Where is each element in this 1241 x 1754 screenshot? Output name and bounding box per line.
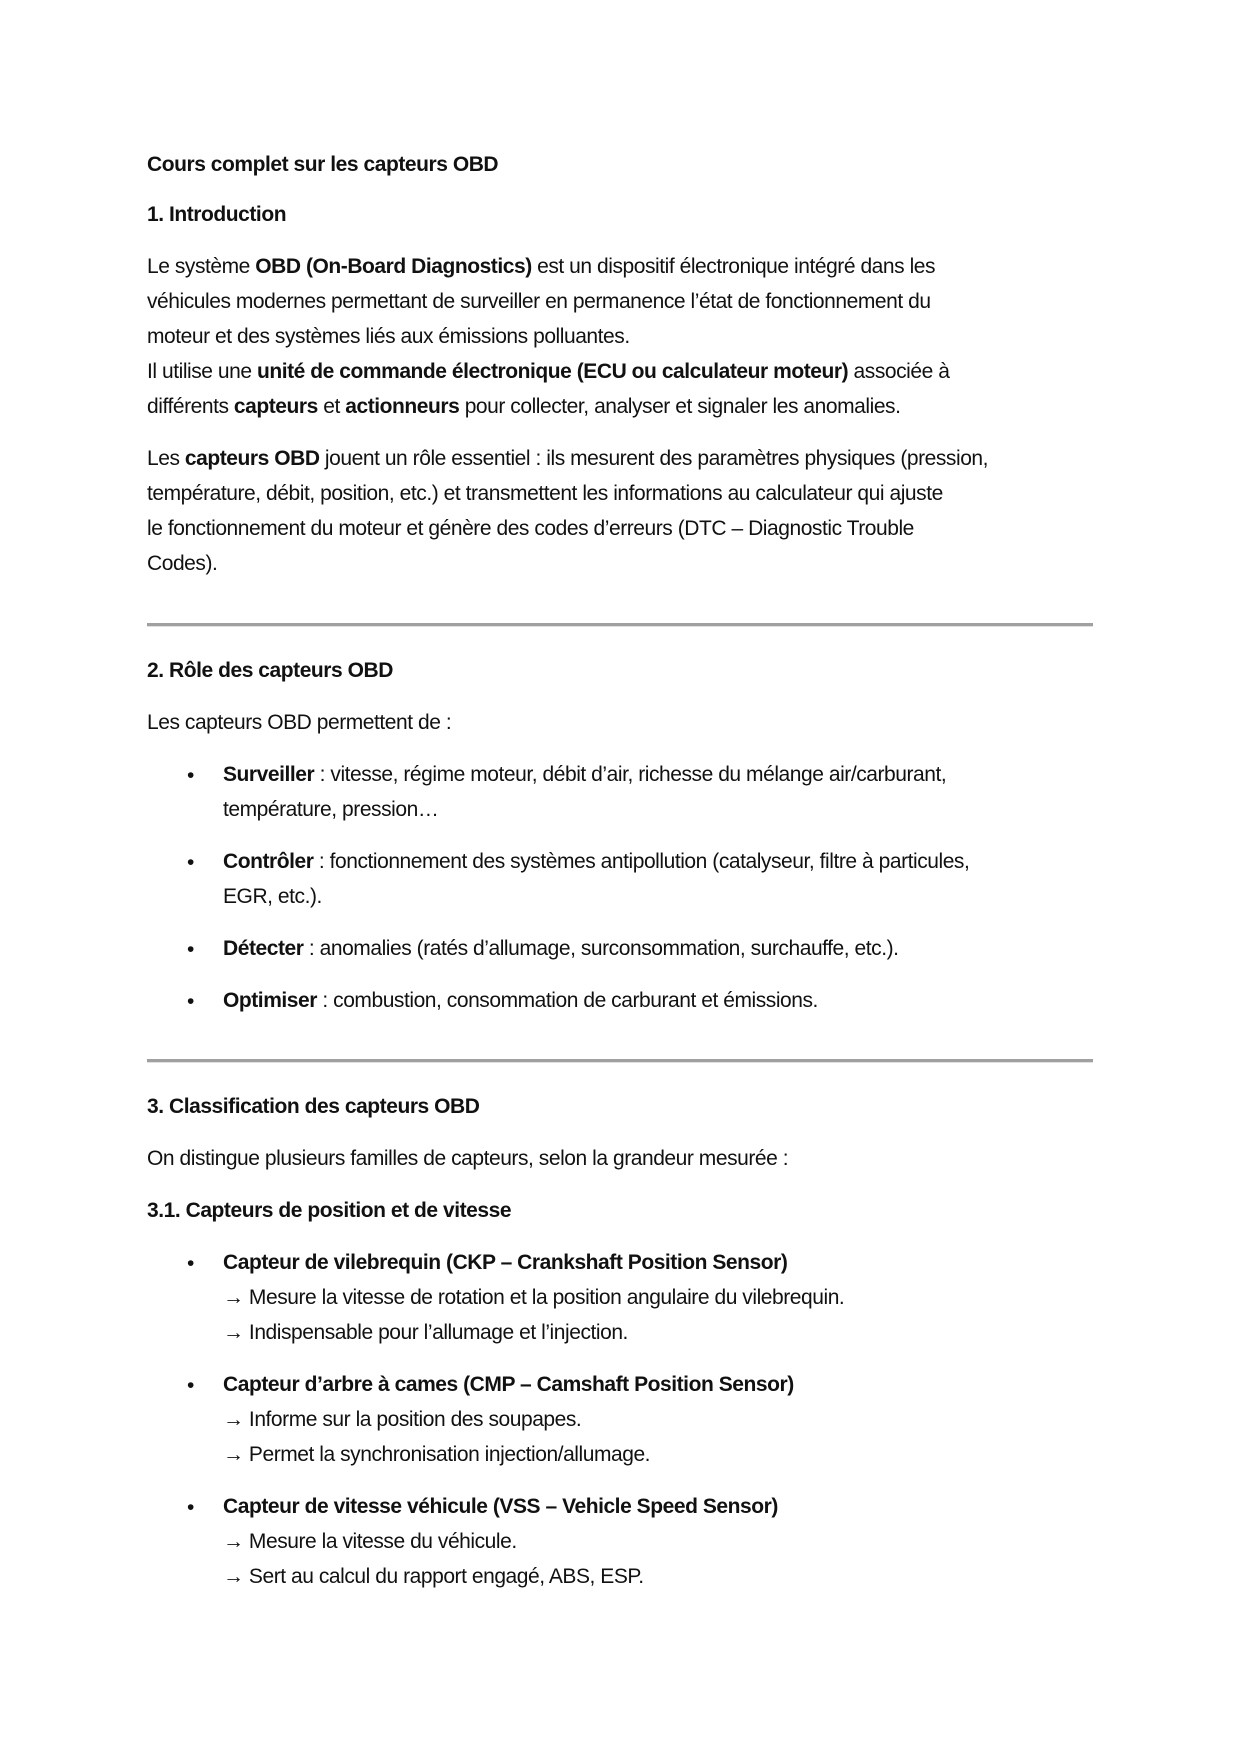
intro-paragraph-line: Le système OBD (On-Board Diagnostics) est un dispositif électronique intégré dans les: [147, 255, 936, 278]
sensor-item-title: Capteur d’arbre à cames (CMP – Camshaft Position Sensor): [223, 1373, 794, 1396]
section-2-intro: Les capteurs OBD permettent de :: [147, 711, 452, 734]
section-3-heading: 3. Classification des capteurs OBD: [147, 1095, 480, 1118]
bullet-icon: •: [187, 938, 195, 961]
section-3-intro: On distingue plusieurs familles de capteurs, selon la grandeur mesurée :: [147, 1147, 789, 1170]
list-item: Optimiser : combustion, consommation de carburant et émissions.: [223, 989, 818, 1012]
sensor-item-detail: → Mesure la vitesse du véhicule.: [223, 1530, 517, 1553]
sensors-paragraph-line: Les capteurs OBD jouent un rôle essentiel : ils mesurent des paramètres physiques (pression,: [147, 447, 989, 470]
intro-paragraph-line: Il utilise une unité de commande électronique (ECU ou calculateur moteur) associée à: [147, 360, 950, 383]
sensor-item-detail: → Permet la synchronisation injection/allumage.: [223, 1443, 651, 1466]
sensors-paragraph-line: Codes).: [147, 552, 218, 575]
section-1-heading: 1. Introduction: [147, 203, 287, 226]
sensor-item-detail: → Sert au calcul du rapport engagé, ABS, ESP.: [223, 1565, 644, 1588]
list-item: Surveiller : vitesse, régime moteur, débit d’air, richesse du mélange air/carburant,: [223, 763, 947, 786]
intro-paragraph-line: moteur et des systèmes liés aux émissions polluantes.: [147, 325, 630, 348]
list-item: Contrôler : fonctionnement des systèmes antipollution (catalyseur, filtre à particules,: [223, 850, 970, 873]
document-title: Cours complet sur les capteurs OBD: [147, 153, 499, 176]
intro-paragraph-line: véhicules modernes permettant de surveiller en permanence l’état de fonctionnement du: [147, 290, 931, 313]
sensors-paragraph-line: température, débit, position, etc.) et transmettent les informations au calculateur qui ajuste: [147, 482, 943, 505]
horizontal-rule: [147, 623, 1093, 627]
sensor-item-title: Capteur de vilebrequin (CKP – Crankshaft Position Sensor): [223, 1251, 788, 1274]
bullet-icon: •: [187, 1496, 195, 1519]
list-item: Détecter : anomalies (ratés d’allumage, surconsommation, surchauffe, etc.).: [223, 937, 899, 960]
sensor-item-detail: → Mesure la vitesse de rotation et la position angulaire du vilebrequin.: [223, 1286, 845, 1309]
bullet-icon: •: [187, 764, 195, 787]
list-item-continuation: EGR, etc.).: [223, 885, 322, 908]
intro-paragraph-line: différents capteurs et actionneurs pour collecter, analyser et signaler les anomalies.: [147, 395, 901, 418]
bullet-icon: •: [187, 1374, 195, 1397]
section-2-heading: 2. Rôle des capteurs OBD: [147, 659, 393, 682]
horizontal-rule: [147, 1059, 1093, 1063]
subsection-3-1-heading: 3.1. Capteurs de position et de vitesse: [147, 1199, 512, 1222]
sensor-item-detail: → Indispensable pour l’allumage et l’injection.: [223, 1321, 628, 1344]
bullet-icon: •: [187, 990, 195, 1013]
bullet-icon: •: [187, 1252, 195, 1275]
sensor-item-detail: → Informe sur la position des soupapes.: [223, 1408, 582, 1431]
bullet-icon: •: [187, 851, 195, 874]
sensors-paragraph-line: le fonctionnement du moteur et génère des codes d’erreurs (DTC – Diagnostic Trouble: [147, 517, 914, 540]
list-item-continuation: température, pression…: [223, 798, 439, 821]
sensor-item-title: Capteur de vitesse véhicule (VSS – Vehicle Speed Sensor): [223, 1495, 778, 1518]
